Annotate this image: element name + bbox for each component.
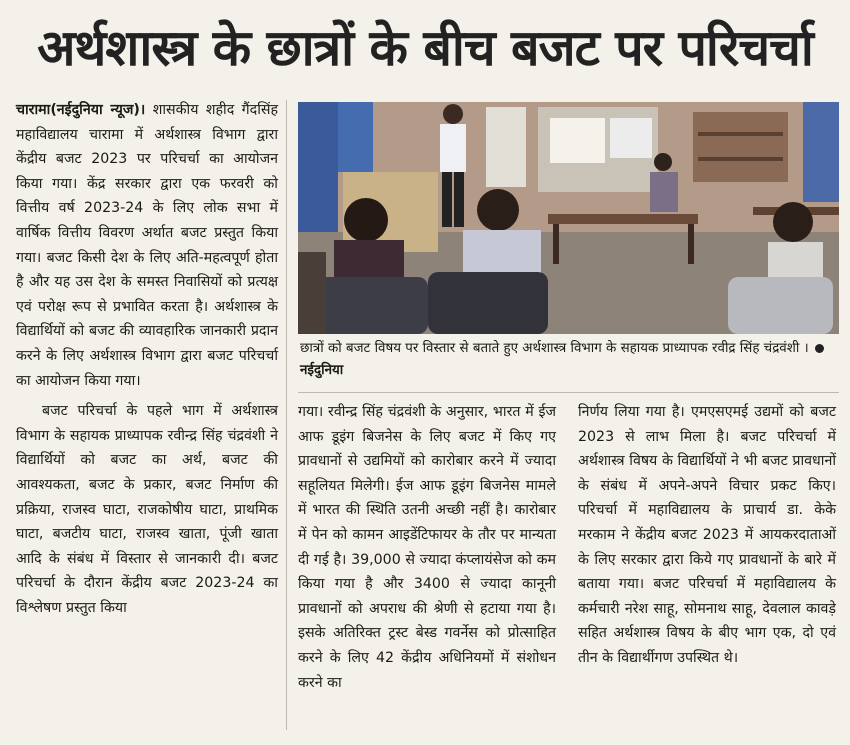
paragraph-1-text: शासकीय शहीद गैंदसिंह महाविद्यालय चारामा में अर्थशास्त्र विभाग द्वारा केंद्रीय बजट 2023 पर परिचर्चा का आयोजन किया गया। केंद्र सरकार द्वारा एक फरवरी को वित्तीय वर्ष 2023-24 के लिए लोक सभा में वार्षिक वित्तीय विवरण अर्थात बजट प्रस्तुत किया गया। बजट किसी देश के लिए अति-महत्वपूर्ण होता है और यह उस देश के समस्त निवासियों को प्रत्यक्ष एवं परोक्ष रूप से प्रभावित करता है। अर्थशास्त्र के विद्यार्थियों को बजट की व्यावहारिक जानकारी प्रदान करने के लिए अर्थशास्त्र विभाग द्वारा बजट परिचर्चा का आयोजन किया गया। [16,102,279,389]
bullet-icon [815,344,824,353]
article-column-1 [16,98,278,620]
article-column-2 [298,400,556,695]
dateline: चारामा(नईदुनिया न्यूज)। [16,102,146,118]
article-column-3 [578,400,836,671]
column-2-text: गया। रवीन्द्र सिंह चंद्रवंशी के अनुसार, भारत में ईज आफ डूइंग बिजनेस के लिए बजट में किए गए प्रावधानों से उद्यमियों को कारोबार करने में ज्यादा सहूलियत मिलेगी। ईज आफ डूइंग बिजनेस मामले में भारत की स्थिति उतनी अच्छी नहीं है। कारोबार में पेन को कामन आइडेंटिफायर के तौर पर मान्यता दी गई है। 39,000 से ज्यादा कंप्लायंसेज को कम किया गया है और 3400 से ज्यादा कानूनी प्रावधानों को अपराध की श्रेणी से हटाया गया है। इसके अतिरिक्त ट्रस्ट बेस्ड गवर्नेस को प्रोत्साहित करने के लिए 42 केंद्रीय अधिनियमों में संशोधन करने का [298,404,556,691]
column-divider [286,100,287,730]
photo-caption [300,338,838,382]
paragraph-1 [16,98,278,393]
headline: अर्थशास्त्र के छात्रों के बीच बजट पर परिचर्चा [37,19,813,77]
event-photo [298,102,839,334]
column-3-text: निर्णय लिया गया है। एमएसएमई उद्यमों को बजट 2023 से लाभ मिला है। बजट परिचर्चा में अर्थशास्त्र विषय के विद्यार्थियों ने भी बजट प्रावधानों के संबंध में अपने-अपने विचार प्रकट किए। परिचर्चा में महाविद्यालय के प्राचार्य डा. केके मरकाम ने केंद्रीय बजट 2023 में आयकरदाताओं के लिए सरकार द्वारा किये गए प्रावधानों के बारे में बताया गया। बजट परिचर्चा में महाविद्यालय के कर्मचारी नरेश साहू, सोमनाथ साहू, देवलाल कावड़े सहित अर्थशास्त्र विषय के बीए भाग एक, दो एवं तीन के विद्यार्थीगण उपस्थित थे। [578,404,836,666]
caption-divider [298,392,839,393]
caption-credit: नईदुनिया [300,363,344,378]
caption-text: छात्रों को बजट विषय पर विस्तार से बताते हुए अर्थशास्त्र विभाग के सहायक प्राध्यापक रवीद्र सिंह चंद्रवंशी । [300,341,809,356]
paragraph-2: बजट परिचर्चा के पहले भाग में अर्थशास्त्र विभाग के सहायक प्राध्यापक रवीन्द्र सिंह चंद्रवंशी ने विद्यार्थियों को बजट का अर्थ, बजट की आवश्यकता, बजट के प्रकार, बजट निर्माण की प्रक्रिया, राजस्व घाटा, राजकोषीय घाटा, प्राथमिक घाटा, बजटीय घाटा, राजस्व खाता, पूंजी खाता आदि के संबंध में विस्तार से जानकारी दी। बजट परिचर्चा के दौरान केंद्रीय बजट 2023-24 का विश्लेषण प्रस्तुत किया [16,403,278,616]
classroom-photo-illustration [298,102,839,334]
